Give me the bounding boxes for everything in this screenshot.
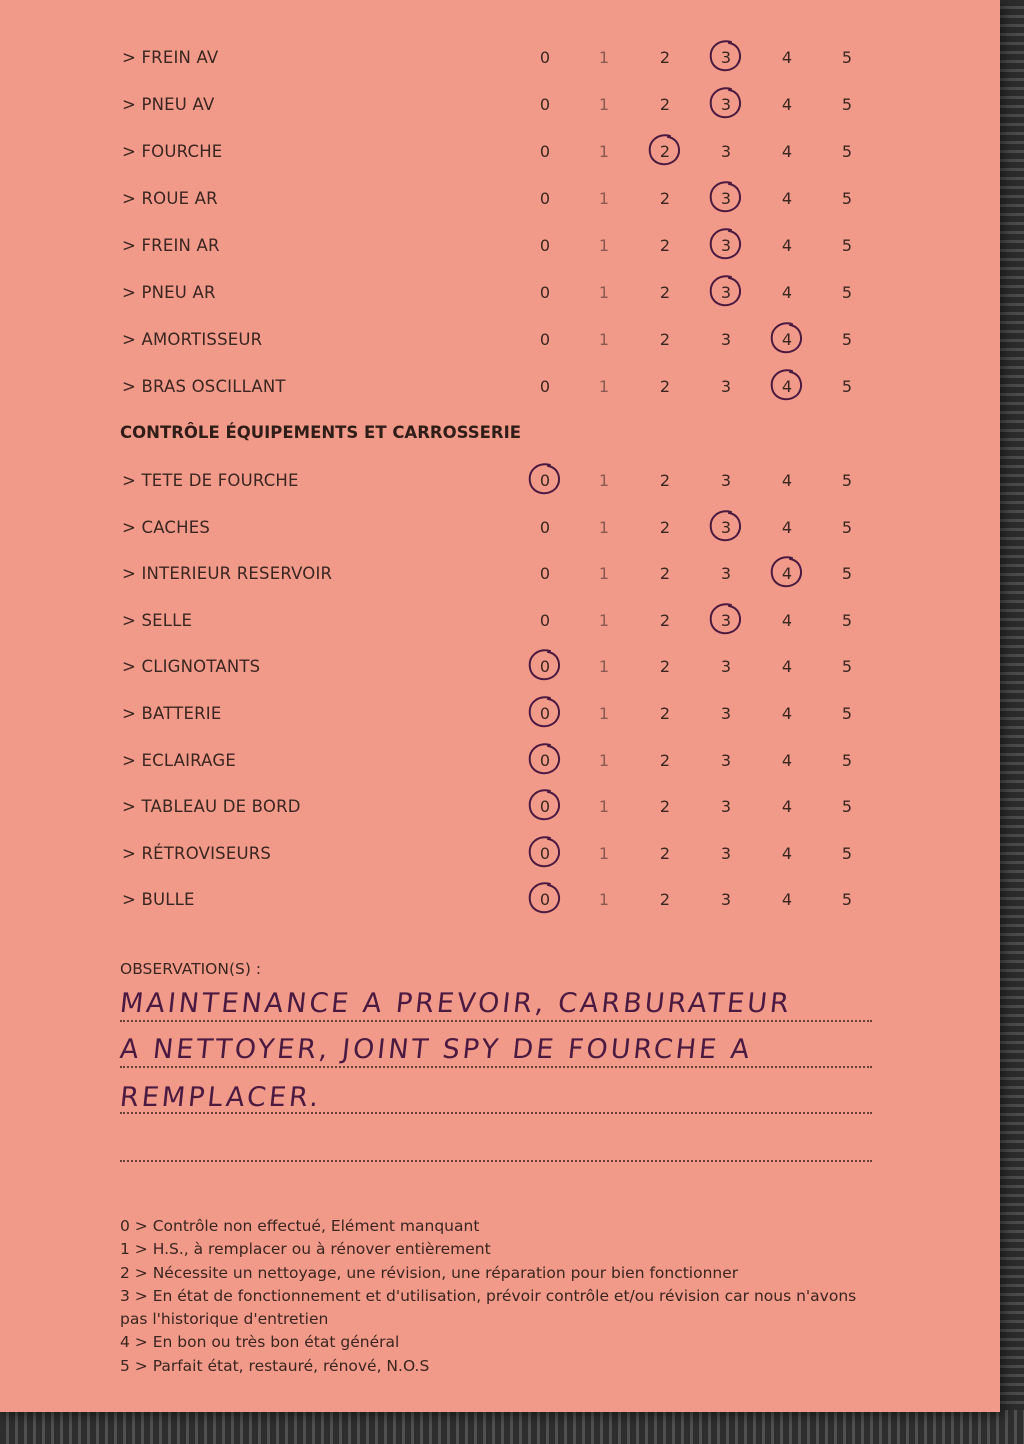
score-3: 3 (720, 471, 732, 490)
score-0: 0 (539, 517, 551, 537)
score-3: 3 (711, 278, 741, 308)
selected-circle (524, 646, 564, 686)
score-0: 0 (539, 283, 551, 302)
row-label: > FREIN AR (122, 236, 220, 255)
checklist-row (0, 184, 1000, 214)
score-2: 2 (659, 657, 671, 677)
score-1: 1 (598, 142, 610, 161)
score-3: 3 (711, 606, 741, 636)
checklist-row (0, 559, 1000, 589)
score-2: 2 (659, 471, 671, 490)
selected-circle (766, 366, 806, 406)
legend-item: 5 > Parfait état, restauré, rénové, N.O.S (120, 1356, 430, 1375)
score-5: 5 (841, 750, 853, 770)
selected-circle (766, 553, 806, 593)
score-1: 1 (598, 48, 610, 67)
row-label: > ROUE AR (122, 189, 218, 208)
score-3: 3 (711, 513, 741, 543)
score-4: 4 (781, 843, 793, 863)
row-label: > FOURCHE (122, 142, 223, 161)
checklist-row (0, 466, 1000, 496)
score-2: 2 (659, 704, 671, 723)
selected-circle (524, 460, 564, 500)
score-1: 1 (598, 471, 610, 490)
score-1: 1 (598, 377, 610, 396)
score-3: 3 (711, 90, 741, 120)
score-2: 2 (659, 564, 671, 584)
score-5: 5 (841, 610, 853, 630)
score-5: 5 (841, 471, 853, 490)
checklist-row (0, 90, 1000, 120)
checklist-row (0, 137, 1000, 167)
score-5: 5 (841, 95, 853, 114)
row-label: > SELLE (122, 610, 193, 630)
checklist-row (0, 43, 1000, 73)
score-2: 2 (659, 377, 671, 396)
legend-item: 4 > En bon ou très bon état général (120, 1333, 400, 1352)
score-1: 1 (598, 564, 610, 584)
score-4: 4 (781, 48, 793, 67)
observation-line-3: REMPLACER. (118, 1082, 323, 1113)
score-2: 2 (659, 95, 671, 114)
score-1: 1 (598, 890, 610, 910)
score-0: 0 (539, 189, 551, 208)
score-2: 2 (659, 283, 671, 302)
legend-item: 3 > En état de fonctionnement et d'utilisation, prévoir contrôle et/ou révision car nous n'avons pas l'historique d'entretien (120, 1286, 857, 1329)
row-label: > BULLE (122, 890, 195, 910)
score-4: 4 (781, 471, 793, 490)
score-3: 3 (720, 142, 732, 161)
score-0: 0 (530, 699, 560, 729)
score-5: 5 (841, 657, 853, 677)
score-5: 5 (841, 377, 853, 396)
score-4: 4 (781, 236, 793, 255)
row-label: > RÉTROVISEURS (122, 843, 272, 863)
score-2: 2 (659, 236, 671, 255)
observation-rule (120, 1020, 872, 1022)
row-label: > PNEU AV (122, 95, 215, 114)
observation-line-1: MAINTENANCE A PREVOIR, CARBURATEUR (118, 988, 794, 1019)
legend-item: 1 > H.S., à remplacer ou à rénover entièrement (120, 1240, 491, 1259)
score-1: 1 (598, 704, 610, 723)
score-5: 5 (841, 797, 853, 817)
score-0: 0 (539, 377, 551, 396)
score-1: 1 (598, 95, 610, 114)
score-0: 0 (539, 610, 551, 630)
score-4: 4 (772, 372, 802, 402)
observation-rule (120, 1112, 872, 1114)
score-3: 3 (720, 704, 732, 723)
sleeve-bottom (0, 1410, 1024, 1444)
score-4: 4 (772, 325, 802, 355)
checklist-row (0, 325, 1000, 355)
score-0: 0 (530, 885, 560, 915)
score-3: 3 (720, 330, 732, 349)
checklist-row (0, 839, 1000, 869)
sleeve-edge (996, 0, 1024, 1444)
row-label: > TABLEAU DE BORD (122, 797, 301, 817)
score-1: 1 (598, 797, 610, 817)
score-2: 2 (650, 137, 680, 167)
score-0: 0 (539, 564, 551, 584)
row-label: > PNEU AR (122, 283, 216, 302)
legend-item: 2 > Nécessite un nettoyage, une révision, une réparation pour bien fonctionner (120, 1263, 739, 1282)
score-5: 5 (841, 48, 853, 67)
score-3: 3 (720, 657, 732, 677)
score-5: 5 (841, 704, 853, 723)
score-1: 1 (598, 236, 610, 255)
score-1: 1 (598, 610, 610, 630)
score-2: 2 (659, 48, 671, 67)
score-2: 2 (659, 517, 671, 537)
score-4: 4 (781, 750, 793, 770)
checklist-row (0, 606, 1000, 636)
score-3: 3 (720, 377, 732, 396)
score-0: 0 (530, 792, 560, 822)
selected-circle (705, 178, 745, 218)
score-2: 2 (659, 610, 671, 630)
selected-circle (705, 272, 745, 312)
score-4: 4 (781, 189, 793, 208)
score-2: 2 (659, 890, 671, 910)
score-3: 3 (720, 797, 732, 817)
score-1: 1 (598, 657, 610, 677)
score-0: 0 (530, 466, 560, 496)
score-5: 5 (841, 330, 853, 349)
score-0: 0 (539, 48, 551, 67)
selected-circle (524, 740, 564, 780)
selected-circle (705, 37, 745, 77)
score-5: 5 (841, 890, 853, 910)
score-0: 0 (530, 746, 560, 776)
score-0: 0 (530, 839, 560, 869)
checklist-row (0, 278, 1000, 308)
score-5: 5 (841, 564, 853, 584)
observation-rule (120, 1066, 872, 1068)
score-4: 4 (781, 657, 793, 677)
score-5: 5 (841, 236, 853, 255)
observations-label: OBSERVATION(S) : (120, 960, 262, 978)
score-1: 1 (598, 330, 610, 349)
score-3: 3 (720, 890, 732, 910)
selected-circle (705, 225, 745, 265)
score-4: 4 (781, 610, 793, 630)
checklist-row (0, 231, 1000, 261)
score-0: 0 (539, 95, 551, 114)
score-3: 3 (720, 843, 732, 863)
selected-circle (766, 319, 806, 359)
row-label: > FREIN AV (122, 48, 219, 67)
row-label: > CACHES (122, 517, 211, 537)
score-1: 1 (598, 189, 610, 208)
selected-circle (644, 131, 684, 171)
score-0: 0 (530, 652, 560, 682)
row-label: > TETE DE FOURCHE (122, 471, 299, 490)
score-1: 1 (598, 283, 610, 302)
score-5: 5 (841, 283, 853, 302)
checklist-row (0, 652, 1000, 682)
observation-line-2: A NETTOYER, JOINT SPY DE FOURCHE A (118, 1034, 754, 1065)
selected-circle (705, 84, 745, 124)
checklist-row (0, 372, 1000, 402)
score-3: 3 (711, 184, 741, 214)
score-3: 3 (711, 43, 741, 73)
score-2: 2 (659, 843, 671, 863)
score-0: 0 (539, 142, 551, 161)
score-4: 4 (781, 890, 793, 910)
selected-circle (524, 786, 564, 826)
score-5: 5 (841, 843, 853, 863)
row-label: > CLIGNOTANTS (122, 657, 261, 677)
checklist-row (0, 513, 1000, 543)
row-label: > ECLAIRAGE (122, 750, 236, 770)
row-label: > INTERIEUR RESERVOIR (122, 564, 333, 584)
selected-circle (524, 833, 564, 873)
score-1: 1 (598, 843, 610, 863)
score-2: 2 (659, 797, 671, 817)
score-2: 2 (659, 189, 671, 208)
score-5: 5 (841, 142, 853, 161)
observation-rule (120, 1160, 872, 1162)
legend-item: 0 > Contrôle non effectué, Elément manquant (120, 1217, 480, 1235)
selected-circle (705, 507, 745, 547)
row-label: > AMORTISSEUR (122, 330, 263, 349)
score-0: 0 (539, 236, 551, 255)
score-0: 0 (539, 330, 551, 349)
checklist-row (0, 792, 1000, 822)
score-2: 2 (659, 750, 671, 770)
checklist-row (0, 746, 1000, 776)
score-1: 1 (598, 517, 610, 537)
score-5: 5 (841, 189, 853, 208)
score-3: 3 (720, 564, 732, 584)
score-4: 4 (781, 283, 793, 302)
checklist-row (0, 699, 1000, 729)
selected-circle (524, 879, 564, 919)
score-4: 4 (781, 95, 793, 114)
rating-legend (120, 1215, 880, 1378)
score-3: 3 (720, 750, 732, 770)
row-label: > BATTERIE (122, 704, 222, 723)
score-4: 4 (781, 517, 793, 537)
row-label: > BRAS OSCILLANT (122, 377, 286, 396)
checklist-row (0, 885, 1000, 915)
selected-circle (524, 693, 564, 733)
score-4: 4 (781, 142, 793, 161)
score-4: 4 (772, 559, 802, 589)
score-4: 4 (781, 797, 793, 817)
score-2: 2 (659, 330, 671, 349)
score-4: 4 (781, 704, 793, 723)
section-title: CONTRÔLE ÉQUIPEMENTS ET CARROSSERIE (120, 423, 522, 442)
score-5: 5 (841, 517, 853, 537)
score-1: 1 (598, 750, 610, 770)
score-3: 3 (711, 231, 741, 261)
selected-circle (705, 600, 745, 640)
